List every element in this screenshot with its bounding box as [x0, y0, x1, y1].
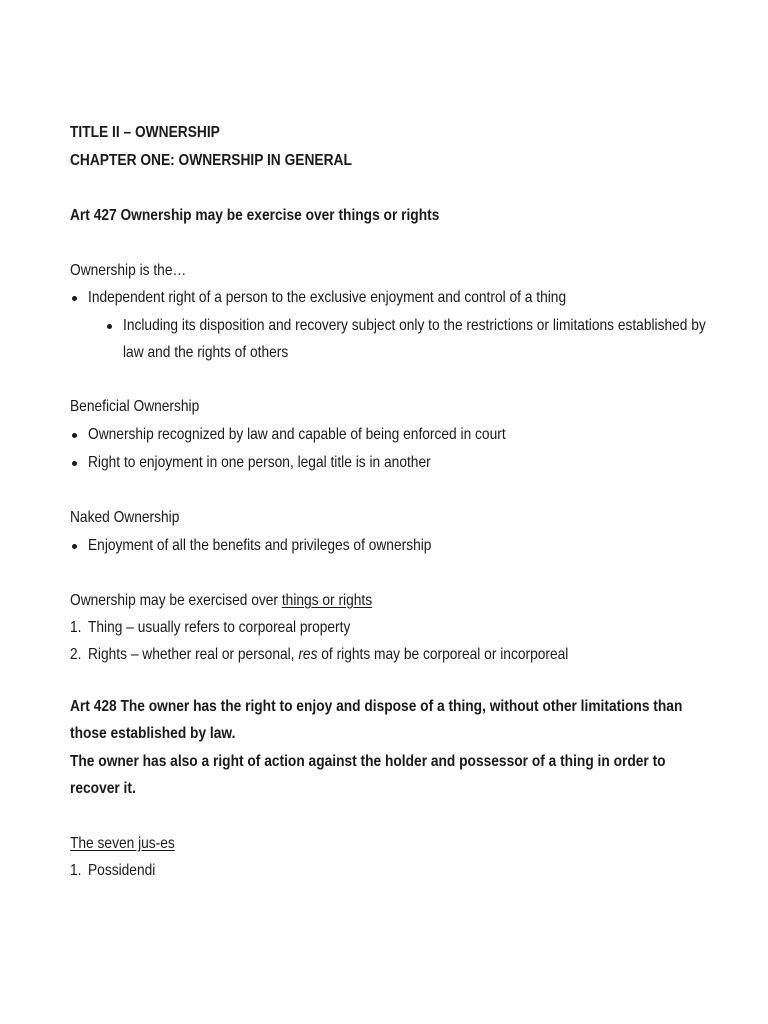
beneficial-bullet: Ownership recognized by law and capable of being enforced in court — [88, 426, 506, 443]
ownership-intro: Ownership is the… — [70, 262, 187, 279]
beneficial-bullet: Right to enjoyment in one person, legal title is in another — [88, 454, 431, 471]
art-428-line-2: those established by law. — [70, 725, 236, 742]
rights-text-pre: Rights – whether real or personal, — [88, 646, 299, 663]
rights-text-italic: res — [298, 646, 318, 663]
bullet-icon — [72, 544, 77, 549]
chapter-heading: CHAPTER ONE: OWNERSHIP IN GENERAL — [70, 152, 352, 169]
bullet-icon — [72, 296, 77, 301]
naked-heading: Naked Ownership — [70, 509, 180, 526]
rights-text-post: of rights may be corporeal or incorporeal — [317, 646, 569, 663]
list-number: 2. — [70, 646, 82, 663]
jus-item: Possidendi — [88, 862, 156, 879]
art-428-line-3: The owner has also a right of action against the holder and possessor of a thing in order to — [70, 753, 666, 770]
ownership-bullet: Independent right of a person to the exclusive enjoyment and control of a thing — [88, 289, 567, 306]
list-number: 1. — [70, 619, 82, 636]
naked-bullet: Enjoyment of all the benefits and privileges of ownership — [88, 537, 432, 554]
exercised-prefix: Ownership may be exercised over — [70, 592, 282, 609]
art-427-heading: Art 427 Ownership may be exercise over things or rights — [70, 207, 440, 224]
exercised-item-rights — [88, 645, 568, 665]
exercised-line — [70, 591, 372, 611]
title-heading: TITLE II – OWNERSHIP — [70, 124, 220, 141]
ownership-sub-bullet-line-2: law and the rights of others — [123, 344, 289, 361]
list-number: 1. — [70, 862, 82, 879]
art-428-line-1: Art 428 The owner has the right to enjoy and dispose of a thing, without other limitations than — [70, 698, 683, 715]
beneficial-heading: Beneficial Ownership — [70, 398, 200, 415]
bullet-icon — [107, 324, 112, 329]
bullet-icon — [72, 433, 77, 438]
ownership-sub-bullet-line-1: Including its disposition and recovery subject only to the restrictions or limitations established by — [123, 317, 706, 334]
jus-heading: The seven jus-es — [70, 835, 175, 852]
exercised-item-thing: Thing – usually refers to corporeal property — [88, 619, 351, 636]
art-428-line-4: recover it. — [70, 780, 136, 797]
bullet-icon — [72, 461, 77, 466]
exercised-underlined: things or rights — [281, 592, 373, 609]
